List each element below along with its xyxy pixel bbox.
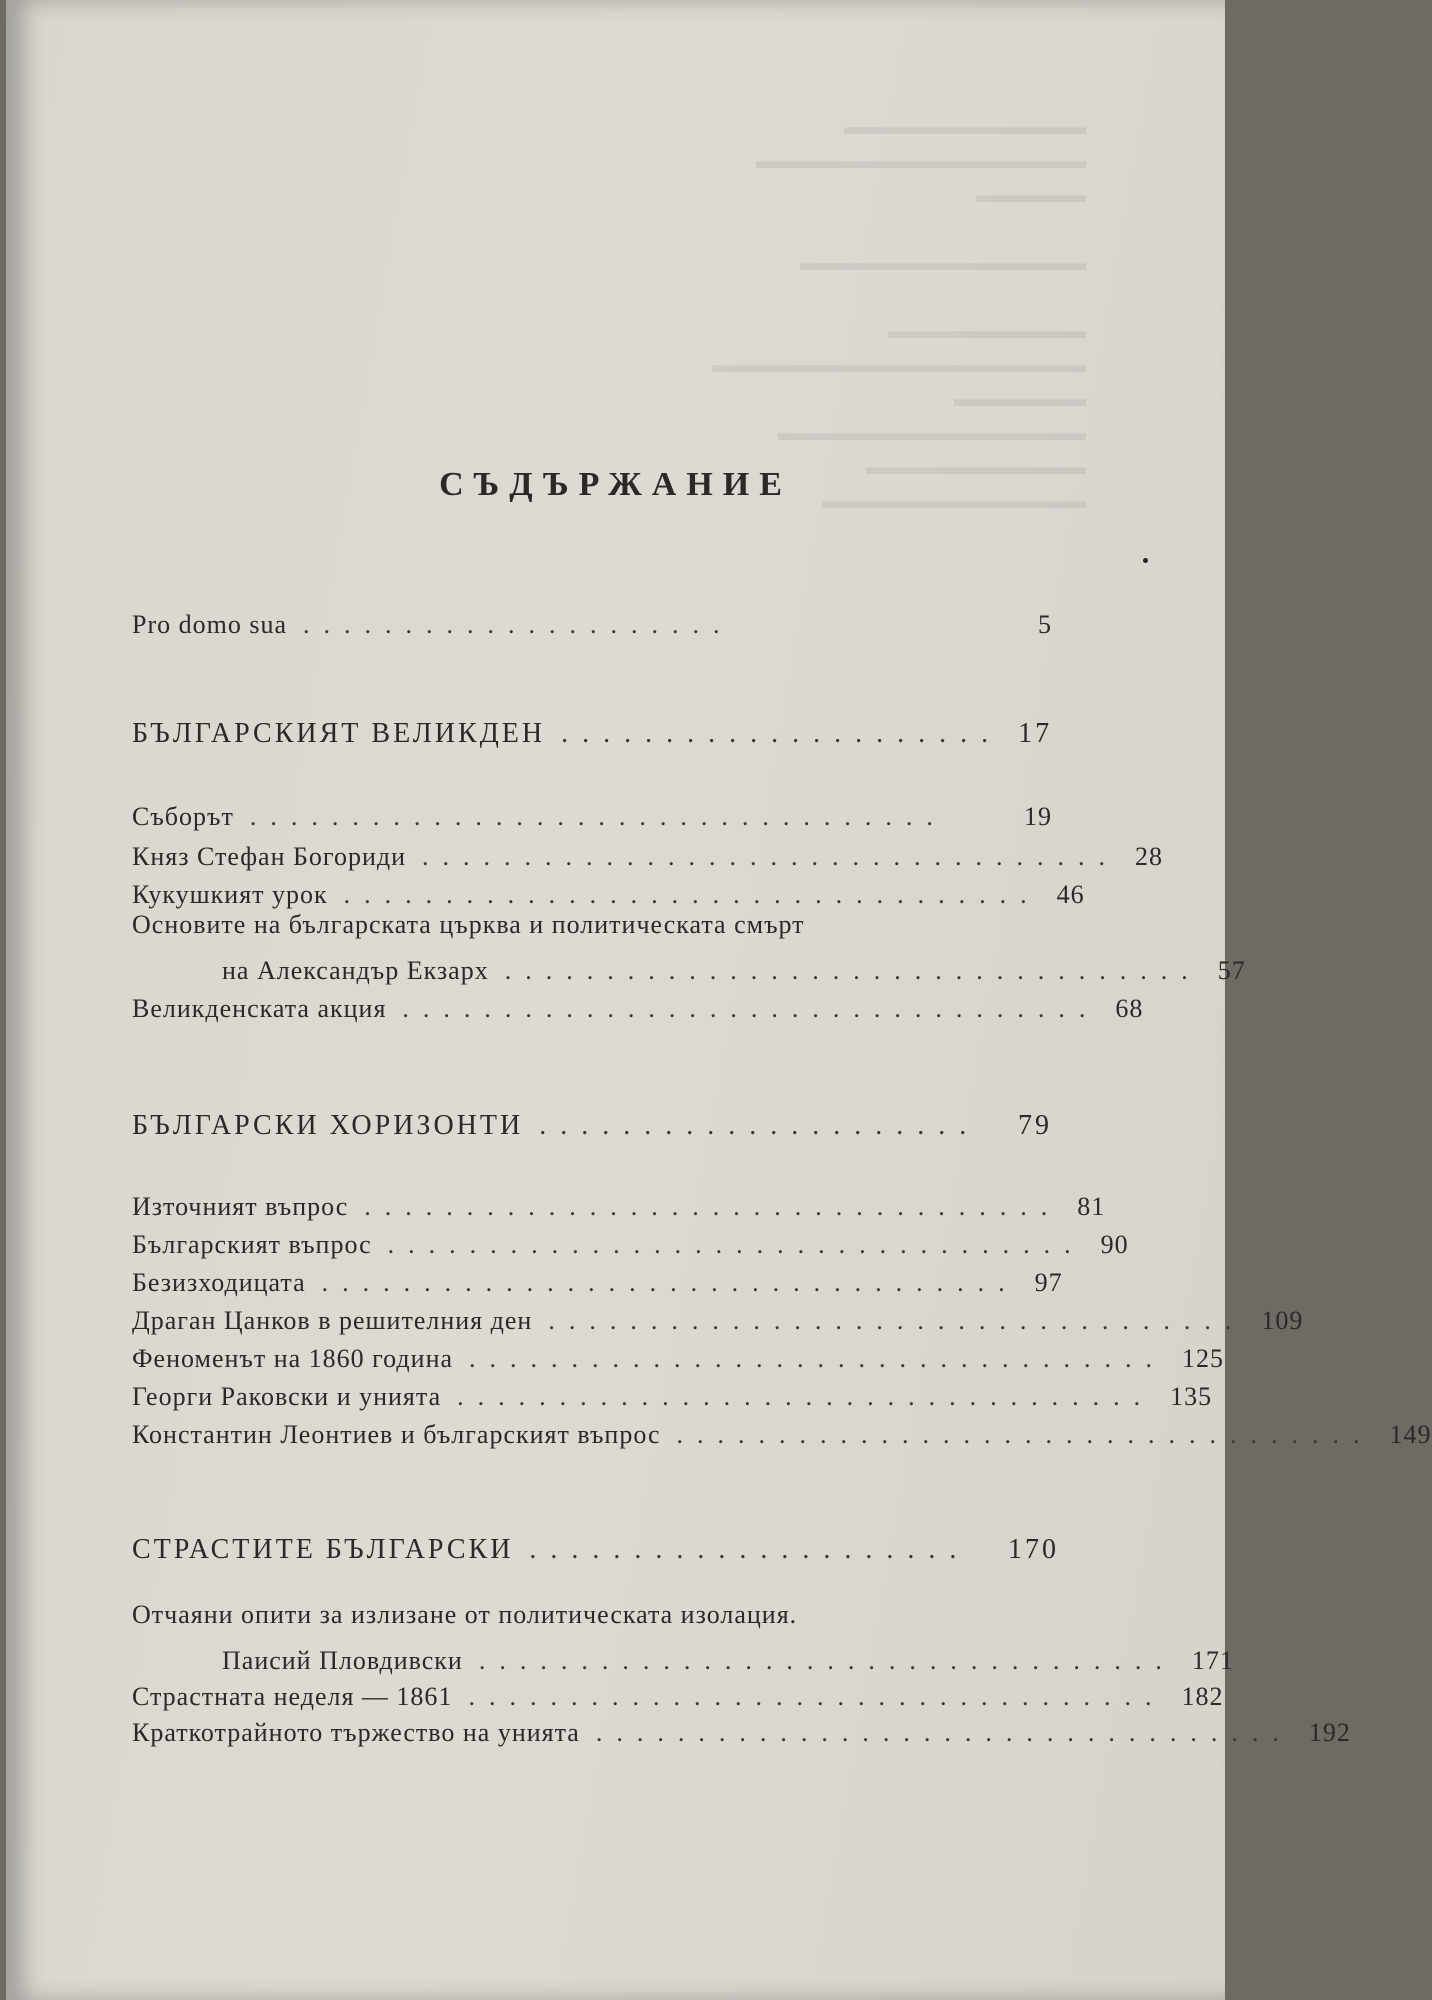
leader-dots: ..................... xyxy=(561,718,1003,749)
page-title: СЪДЪРЖАНИЕ xyxy=(439,466,792,503)
toc-entry-page: 182 xyxy=(1181,1682,1224,1711)
toc-entry-label: Краткотрайното тържество на унията xyxy=(132,1718,580,1747)
toc-entry[interactable] xyxy=(132,1376,1213,1412)
toc-entry[interactable] xyxy=(132,1676,1224,1712)
toc-entry-page: 57 xyxy=(1217,956,1246,985)
leader-dots: ..................... xyxy=(529,1534,971,1565)
toc-entry-label: Феноменът на 1860 година xyxy=(132,1344,454,1373)
toc-section-page: 17 xyxy=(1018,718,1053,749)
toc-entry[interactable] xyxy=(132,836,1164,872)
toc-entry-label[interactable]: Отчаяни опити за излизане от политическата изолация. xyxy=(132,1600,798,1629)
leader-dots: .................................. xyxy=(457,1382,1155,1411)
toc-entry[interactable] xyxy=(132,988,1144,1024)
toc-entry-page: 149 xyxy=(1389,1420,1432,1449)
toc-entry[interactable] xyxy=(132,874,1085,910)
toc-entry[interactable] xyxy=(132,1712,1351,1748)
toc-entry-label: Pro domo sua xyxy=(132,610,287,639)
toc-entry-page: 19 xyxy=(1024,802,1052,831)
leader-dots: .................................. xyxy=(364,1192,1062,1221)
leader-dots: .................................. xyxy=(402,994,1100,1023)
toc-section-label: БЪЛГАРСКИЯТ ВЕЛИКДЕН xyxy=(132,718,546,749)
toc-entry-page: 97 xyxy=(1034,1268,1063,1297)
toc-entry-label: Великденската акция xyxy=(132,994,387,1023)
leader-dots: .................................. xyxy=(387,1230,1085,1259)
toc-entry-page: 81 xyxy=(1077,1192,1106,1221)
toc-section-label: БЪЛГАРСКИ ХОРИЗОНТИ xyxy=(132,1110,524,1141)
leader-dots: .................................. xyxy=(321,1268,1019,1297)
toc-entry-page: 46 xyxy=(1056,880,1085,909)
leader-dots: .................................. xyxy=(548,1306,1246,1335)
toc-entry-page: 192 xyxy=(1308,1718,1351,1747)
toc-entry[interactable] xyxy=(222,1640,1234,1676)
toc-entry[interactable] xyxy=(132,1338,1225,1374)
toc-entry-label: Георги Раковски и унията xyxy=(132,1382,442,1411)
toc-entry-label: Съборът xyxy=(132,802,234,831)
toc-entry-page: 28 xyxy=(1135,842,1164,871)
toc-section-label: СТРАСТИТЕ БЪЛГАРСКИ xyxy=(132,1534,514,1565)
toc-section-page: 170 xyxy=(1008,1534,1059,1565)
toc-entry[interactable] xyxy=(132,604,1052,640)
leader-dots: .................................. xyxy=(468,1682,1166,1711)
toc-entry-page: 90 xyxy=(1100,1230,1129,1259)
leader-dots: .................................. xyxy=(249,802,947,831)
toc-entry-label: на Александър Екзарх xyxy=(222,956,489,985)
toc-section[interactable] xyxy=(132,1530,1059,1566)
toc-entry[interactable] xyxy=(132,1262,1063,1298)
toc-entry-label: Паисий Пловдивски xyxy=(222,1646,463,1675)
leader-dots: .................................. xyxy=(469,1344,1167,1373)
book-page xyxy=(6,0,1432,2000)
leader-dots: ..................... xyxy=(303,610,734,639)
toc-entry-label: Константин Леонтиев и българският въпрос xyxy=(132,1420,661,1449)
toc-entry-page: 125 xyxy=(1182,1344,1225,1373)
toc-entry[interactable] xyxy=(132,796,1052,832)
leader-dots: .................................. xyxy=(676,1420,1374,1449)
leader-dots: ..................... xyxy=(539,1110,981,1141)
ink-mark xyxy=(1143,558,1148,563)
show-through-text: ▬▬▬▬▬▬▬▬▬▬▬ ▬▬▬▬▬▬▬▬▬▬▬▬▬▬▬ ▬▬▬▬▬ ▬▬▬▬▬▬▬▬▬▬▬▬▬ ▬▬▬▬▬▬▬▬▬ ▬▬▬▬▬▬▬▬▬▬▬▬▬▬▬▬▬ ▬▬▬▬▬▬ ▬▬▬▬▬▬▬▬▬▬▬▬▬▬ ▬▬▬▬▬▬▬▬▬▬ ▬▬▬▬▬▬▬▬▬▬▬▬ xyxy=(712,114,1086,513)
toc-entry-page: 135 xyxy=(1170,1382,1213,1411)
toc-entry-label: Безизходицата xyxy=(132,1268,306,1297)
toc-entry-page: 171 xyxy=(1191,1646,1234,1675)
toc-entry-label: Българският въпрос xyxy=(132,1230,372,1259)
toc-entry-label: Кукушкият урок xyxy=(132,880,328,909)
toc-entry-label: Източният въпрос xyxy=(132,1192,349,1221)
leader-dots: .................................. xyxy=(504,956,1202,985)
toc-entry-page: 68 xyxy=(1115,994,1144,1023)
toc-entry-label[interactable]: Основите на българската църква и политическата смърт xyxy=(132,910,805,939)
toc-section[interactable] xyxy=(132,714,1052,750)
toc-section[interactable] xyxy=(132,1106,1052,1142)
toc-entry[interactable] xyxy=(132,1224,1129,1260)
toc-entry[interactable] xyxy=(222,950,1246,986)
toc-entry[interactable] xyxy=(132,1300,1304,1336)
toc-entry-page: 109 xyxy=(1261,1306,1304,1335)
leader-dots: .................................. xyxy=(343,880,1041,909)
toc-entry-label: Страстната неделя — 1861 xyxy=(132,1682,453,1711)
leader-dots: .................................. xyxy=(422,842,1120,871)
toc-entry-label: Драган Цанков в решителния ден xyxy=(132,1306,533,1335)
toc-entry[interactable] xyxy=(132,1186,1106,1222)
toc-entry-page: 5 xyxy=(1038,610,1052,639)
leader-dots: .................................. xyxy=(595,1718,1293,1747)
toc-entry-label: Княз Стефан Богориди xyxy=(132,842,407,871)
toc-section-page: 79 xyxy=(1018,1110,1052,1141)
leader-dots: .................................. xyxy=(478,1646,1176,1675)
toc-entry[interactable] xyxy=(132,1414,1432,1450)
